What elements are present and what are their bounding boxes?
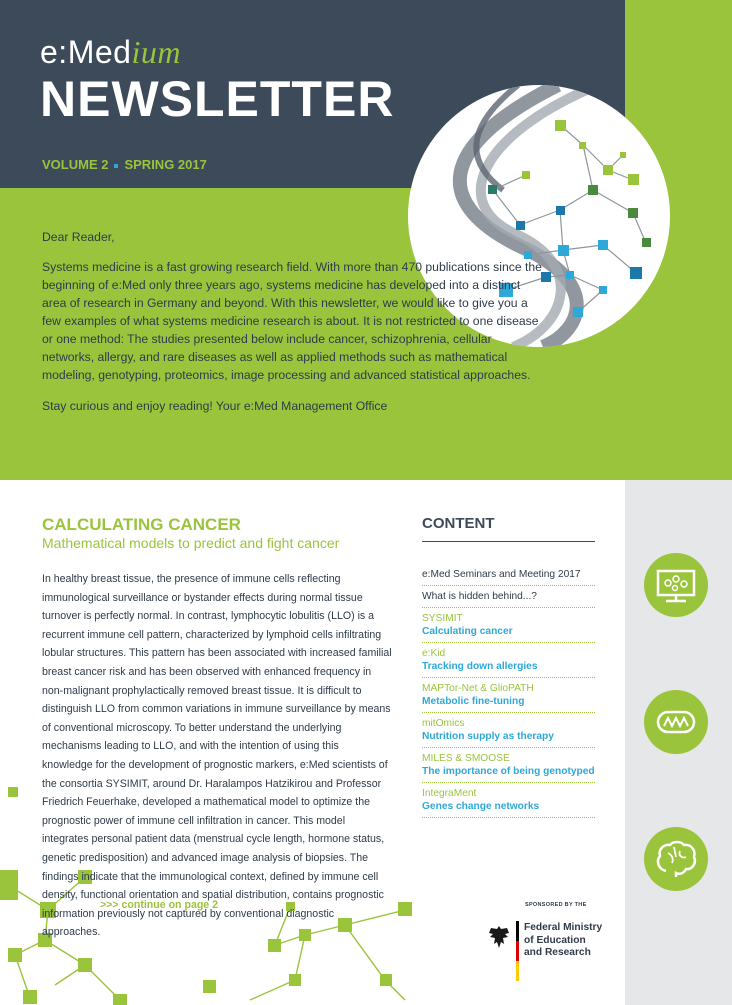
toc-item-topic: Tracking down allergies	[422, 661, 538, 672]
logo-prefix: e:Med	[40, 34, 132, 70]
toc-item-consortium: SYSIMIT	[422, 613, 463, 624]
mitochondrion-icon	[644, 690, 708, 754]
greeting: Dear Reader,	[42, 230, 115, 244]
sponsor-label: SPONSORED BY THE	[525, 902, 587, 908]
table-of-contents	[422, 564, 595, 818]
logo-accent: ium	[131, 34, 181, 70]
intro-body: Systems medicine is a fast growing research field. With more than 470 publications since the beginning of e:Med only three years ago, systems medicine has developed into a distinct area of research in Germany and beyond. With this newsletter, we would like to give you a few examples of what systems medicine research is about. It is not restricted to one disease or one method: The studies presented below include cancer, schizophrenia, cellular networks, allergy, and rare diseases as well as applied methods such as mathematical modeling, genotyping, proteomics, image processing and advanced statistical approaches.	[42, 260, 542, 382]
volume-line	[42, 157, 207, 172]
toc-item-seminars[interactable]	[422, 564, 595, 586]
toc-item-sysimit[interactable]	[422, 608, 595, 643]
toc-item-consortium: mitOmics	[422, 718, 465, 729]
toc-item-consortium: IntegraMent	[422, 788, 477, 799]
toc-item-consortium: e:Kid	[422, 648, 446, 659]
toc-item-mitomics[interactable]	[422, 713, 595, 748]
article-body: In healthy breast tissue, the presence of immune cells reflecting immunological surveillance or bystander effects during normal tissue turnover is perfectly normal. In contrast, lymphocytic lobulitis (LLO) is a recurrent immune cell pattern, characterized by lymphoid cells infiltrating lobular structures. This pattern has been associated with increased familial breast cancer risk and has been observed with enhanced frequency in non-malignant prophylactically removed breast tissue. It is difficult to distinguish LLO from common variations in immune surveillance by means of conventional microscopy. To better understand the underlying mechanisms leading to LLO, and with the intention of using this knowledge for the development of prognostic markers, e:Med scientists of the consortia SYSIMIT, around Dr. Haralampos Hatzikirou and Professor Friedrich Feuerhake, developed a mathematical model to optimize the prognostic power of immune cell infiltration in cancer. This model integrates personal patient data (menstrual cycle length, hormone status, genetic predisposition) and advanced image analysis of biopsies. The findings indicate that the immunological context, defined by immune cell density, functional orientation and spatial distribution, contains prognostic information previously not captured by conventional diagnostic approaches.	[42, 573, 392, 939]
content-heading: CONTENT	[422, 515, 495, 532]
brain-icon	[644, 827, 708, 891]
toc-item-topic: Nutrition supply as therapy	[422, 731, 554, 742]
eagle-icon	[487, 924, 511, 950]
toc-item-topic: Genes change networks	[422, 801, 540, 812]
toc-item-topic: Metabolic fine-tuning	[422, 696, 525, 707]
toc-item-ekid[interactable]	[422, 643, 595, 678]
content-divider	[422, 541, 595, 542]
toc-item-consortium: MILES & SMOOSE	[422, 753, 510, 764]
separator-dot	[114, 164, 118, 168]
toc-item-hidden[interactable]	[422, 586, 595, 608]
sponsor-name: Federal Ministry of Education and Research	[524, 922, 603, 958]
season: SPRING 2017	[124, 157, 207, 172]
continue-link[interactable]: >>> continue on page 2	[100, 899, 219, 911]
toc-item-consortium: MAPTor-Net & GlioPATH	[422, 683, 534, 694]
newsletter-title: NEWSLETTER	[40, 71, 395, 127]
monitor-icon	[644, 553, 708, 617]
toc-item-label: What is hidden behind...?	[422, 591, 537, 602]
toc-item-maptor[interactable]	[422, 678, 595, 713]
toc-item-topic: Calculating cancer	[422, 626, 513, 637]
toc-item-label: e:Med Seminars and Meeting 2017	[422, 569, 581, 580]
toc-item-integrament[interactable]	[422, 783, 595, 818]
intro-letter	[42, 228, 542, 428]
german-flag-bar	[516, 921, 519, 981]
toc-item-miles[interactable]	[422, 748, 595, 783]
article-title: CALCULATING CANCER	[42, 515, 241, 534]
toc-item-topic: The importance of being genotyped	[422, 766, 595, 777]
intro-closing: Stay curious and enjoy reading! Your e:Med Management Office	[42, 399, 388, 413]
article-subtitle: Mathematical models to predict and fight cancer	[42, 535, 340, 551]
volume-number: VOLUME 2	[42, 157, 109, 172]
logo	[40, 34, 181, 71]
